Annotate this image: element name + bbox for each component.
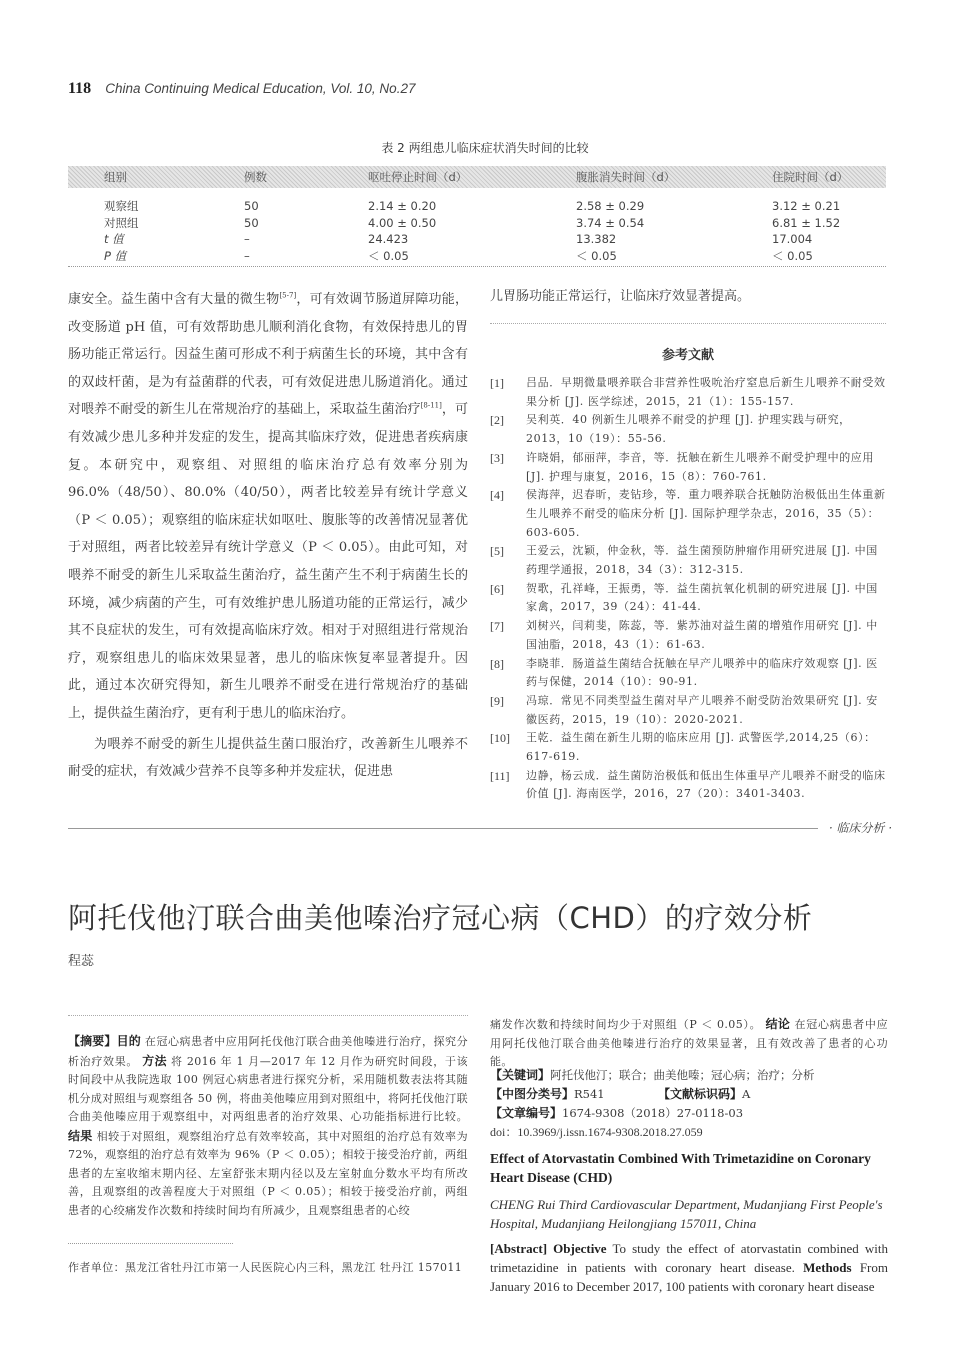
table-cell: ＜ 0.05 xyxy=(772,248,813,263)
table-cell: 对照组 xyxy=(104,215,139,230)
reference-number: [5] xyxy=(490,544,504,559)
citation: [8-11] xyxy=(420,402,442,411)
article-title: 阿托伐他汀联合曲美他嗪治疗冠心病（CHD）的疗效分析 xyxy=(68,901,813,935)
author-name: 程蕊 xyxy=(68,954,95,969)
table-row xyxy=(68,248,886,273)
reference-text: 侯海萍，迟春昕，麦钻珍，等．重力喂养联合抚触防治极低出生体重新生儿喂养不耐受的临床分析 [J]. 国际护理学杂志，2016，35（5）：603-605. xyxy=(526,488,886,539)
table-header-cell: 例数 xyxy=(244,170,267,184)
classification-row: 【中图分类号】R541 【文献标识码】A xyxy=(490,1087,751,1101)
reference-item xyxy=(490,767,888,804)
reference-number: [11] xyxy=(490,768,510,783)
reference-item xyxy=(490,617,888,654)
table-cell: 4.00 ± 0.50 xyxy=(368,215,437,230)
abstract-label: 【摘要】 xyxy=(68,1034,117,1048)
chinese-abstract-continued: 痛发作次数和持续时间均少于对照组（P ＜ 0.05）。 结论 在冠心病患者中应用阿托伐他汀联合曲美他嗪进行治疗的效果显著，且有效改善了患者的心功能。 xyxy=(490,1017,888,1068)
section-label: · 临床分析 · xyxy=(828,821,892,835)
author-affiliation: 作者单位：黑龙江省牡丹江市第一人民医院心内三科，黑龙江 牡丹江 157011 xyxy=(68,1261,463,1274)
table-cell: ＜ 0.05 xyxy=(368,248,409,263)
table-cell: ＜ 0.05 xyxy=(576,248,617,263)
article-metadata xyxy=(490,1066,888,1142)
results-table xyxy=(68,166,886,272)
table-cell: – xyxy=(244,248,250,263)
table-caption: 表 2 两组患儿临床症状消失时间的比较 xyxy=(381,141,589,155)
english-abstract: [Abstract] Objective To study the effect of atorvastatin combined with trimetazidine in patients with coronary heart disease. Methods From January 2016 to December 2017, 100 patients with coronary heart disease xyxy=(490,1241,888,1294)
table-row xyxy=(68,188,886,215)
abstract-top-rule xyxy=(68,1015,468,1016)
reference-text: 许晓娟，郁丽萍，李音，等．抚触在新生儿喂养不耐受护理中的应用 [J]. 护理与康复，2016，15（8）：760-761. xyxy=(526,450,874,483)
reference-item xyxy=(490,692,888,729)
page-number: 118 xyxy=(68,80,92,97)
table-header-row xyxy=(68,166,886,188)
table-cell: 50 xyxy=(244,215,259,230)
reference-number: [9] xyxy=(490,693,504,708)
reference-item xyxy=(490,729,888,766)
right-column-intro: 儿胃肠功能正常运行，让临床疗效显著提高。 xyxy=(490,289,751,304)
reference-text: 王爱云，沈颖，仲金秋，等．益生菌预防肿瘤作用研究进展 [J]. 中国药理学通报，2018，34（3）：312-315. xyxy=(526,544,878,577)
table-cell: 2.14 ± 0.20 xyxy=(368,199,437,213)
reference-item xyxy=(490,486,888,542)
reference-item xyxy=(490,374,888,411)
reference-text: 贺歌，孔祥峰，王振勇，等．益生菌抗氧化机制的研究进展 [J]. 中国家禽，2017，39（24）：41-44. xyxy=(526,581,878,614)
table-cell: t 值 xyxy=(104,232,124,246)
chinese-abstract: 【摘要】目的 在冠心病患者中应用阿托伐他汀联合曲美他嗪进行治疗，探究分析治疗效果。 方法 将 2016 年 1 月—2017 年 12 月作为研究时间段，于该时间段中从我院选取 100 例冠心病患者进行探究分析，采用随机数表法将其随机分成对照组与观察组各 50 例，将曲美他嗪应用到对照组中，将阿托伐他汀联合曲美他嗪应用于观察组中，对两组患者的治疗效果、心功能指标进行比较。 结果 相较于对照组，观察组治疗总有效率较高，其中对照组的治疗总有效率为 72%，观察组的治疗总有效率为 96%（P ＜ 0.05）；相较于接受治疗前，两组患者的左室收缩末期内径、左室舒张末期内径以及左室射血分数水平均有所改善，且观察组的改善程度大于对照组（P ＜ 0.05）；相较于接受治疗前，两组患者的心绞痛发作次数和持续时间均有所减少，且观察组患者的心绞 xyxy=(68,1034,468,1217)
table-header-cell: 呕吐停止时间（d） xyxy=(368,170,468,184)
table-row xyxy=(68,215,886,232)
reference-item xyxy=(490,411,888,448)
english-author-affiliation: CHENG Rui Third Cardiovascular Department, Mudanjiang First People's Hospital, Mudanjiang Heilongjiang 157011, China xyxy=(490,1197,883,1231)
citation: [5-7] xyxy=(279,291,297,300)
reference-text: 王乾．益生菌在新生儿期的临床应用 [J]. 武警医学,2014,25（6）：617-619. xyxy=(526,731,876,764)
reference-item xyxy=(490,580,888,617)
table-cell: 观察组 xyxy=(104,199,139,213)
reference-number: [4] xyxy=(490,488,504,503)
reference-number: [1] xyxy=(490,376,504,390)
english-title: Effect of Atorvastatin Combined With Trimetazidine on Coronary Heart Disease (CHD) xyxy=(490,1151,871,1185)
reference-number: [7] xyxy=(490,619,504,634)
reference-item xyxy=(490,655,888,692)
table-bottom-rule xyxy=(68,266,886,267)
reference-text: 吴利英．40 例新生儿喂养不耐受的护理 [J]. 护理实践与研究，2013，10（19）：55-56. xyxy=(526,413,851,446)
journal-name: China Continuing Medical Education, Vol. 10, No.27 xyxy=(105,81,416,96)
table-cell: 13.382 xyxy=(576,232,617,246)
conclusion-paragraph: 为喂养不耐受的新生儿提供益生菌口服治疗，改善新生儿喂养不耐受的症状，有效减少营养不良等多种并发症状，促进患 xyxy=(68,736,468,780)
keywords-row: 【关键词】阿托伐他汀；联合；曲美他嗪；冠心病；治疗；分析 xyxy=(490,1068,815,1082)
doi: doi：10.3969/j.issn.1674-9308.2018.27.059 xyxy=(490,1125,703,1139)
table-cell: 50 xyxy=(244,199,259,213)
reference-item xyxy=(490,542,888,579)
reference-text: 李晓菲．肠道益生菌结合抚触在早产儿喂养中的临床疗效观察 [J]. 医药与保健，2014（10）：90-91. xyxy=(526,656,878,689)
affiliation-rule xyxy=(68,1243,233,1244)
table-row xyxy=(68,231,886,248)
reference-number: [10] xyxy=(490,731,510,746)
reference-number: [8] xyxy=(490,656,504,671)
reference-number: [2] xyxy=(490,413,504,428)
discussion-paragraph: 康安全。益生菌中含有大量的微生物[5-7]，可有效调节肠道屏障功能，改变肠道 pH 值，可有效帮助患儿顺利消化食物，有效保持患儿的胃肠功能正常运行。因益生菌可形成不利于病菌生长的环境，其中含有的双歧杆菌，是为有益菌群的代表，可有效促进患儿肠道消化。通过对喂养不耐受的新生儿在常规治疗的基础上，采取益生菌治疗[8-11]，可有效减少患儿多种并发症的发生，提高其临床疗效，促进患者疾病康复。本研究中，观察组、对照组的临床治疗总有效率分别为 96.0%（48/50）、80.0%（40/50），两者比较差异有统计学意义（P ＜ 0.05）；观察组的临床症状如呕吐、腹胀等的改善情况显著优于对照组，两者比较差异有统计学意义（P ＜ 0.05）。由此可知，对喂养不耐受的新生儿采取益生菌治疗，益生菌产生不利于病菌生长的环境，减少病菌的产生，可有效维护患儿肠道功能的正常运行，减少其不良症状的发生，可有效提高临床疗效。相对于对照组进行常规治疗，观察组患儿的临床效果显著，患儿的临床恢复率显著提升。因此，通过本次研究得知，新生儿喂养不耐受在进行常规治疗的基础上，提供益生菌治疗，更有利于患儿的临床治疗。 xyxy=(68,291,468,721)
table-cell: 3.12 ± 0.21 xyxy=(772,199,841,213)
reference-item xyxy=(490,449,888,486)
section-divider xyxy=(68,828,818,829)
table-cell: 2.58 ± 0.29 xyxy=(576,199,645,213)
table-header-cell: 组别 xyxy=(104,170,127,184)
table-cell: – xyxy=(244,232,250,246)
table-body xyxy=(68,188,886,272)
table-cell: 6.81 ± 1.52 xyxy=(772,215,841,230)
reference-text: 吕品．早期微量喂养联合非营养性吸吮治疗窒息后新生儿喂养不耐受效果分析 [J]. 医学综述，2015，21（1）：155-157. xyxy=(526,376,886,408)
reference-number: [6] xyxy=(490,581,504,596)
reference-number: [3] xyxy=(490,450,504,465)
table-cell: 3.74 ± 0.54 xyxy=(576,215,645,230)
table-header-cell: 住院时间（d） xyxy=(772,170,849,184)
table-header-cell: 腹胀消失时间（d） xyxy=(576,170,676,184)
references-separator xyxy=(490,323,886,324)
reference-text: 刘树兴，闫莉斐，陈蕊，等．紫苏油对益生菌的增殖作用研究 [J]. 中国油脂，2018，43（1）：61-63. xyxy=(526,619,878,651)
table-cell: 17.004 xyxy=(772,232,813,246)
running-header xyxy=(68,80,415,98)
left-column-body xyxy=(68,286,468,786)
reference-text: 边静，杨云成．益生菌防治极低和低出生体重早产儿喂养不耐受的临床价值 [J]. 海南医学，2016，27（20）：3401-3403. xyxy=(526,768,886,801)
references-title: 参考文献 xyxy=(661,348,714,363)
reference-text: 冯琼．常见不同类型益生菌对早产儿喂养不耐受防治效果研究 [J]. 安徽医药，2015，19（10）：2020-2021. xyxy=(526,693,878,726)
table-cell: 24.423 xyxy=(368,232,409,246)
table-cell: P 值 xyxy=(104,248,127,263)
article-number-row: 【文章编号】1674-9308（2018）27-0118-03 xyxy=(490,1106,744,1120)
references-list xyxy=(490,374,888,804)
